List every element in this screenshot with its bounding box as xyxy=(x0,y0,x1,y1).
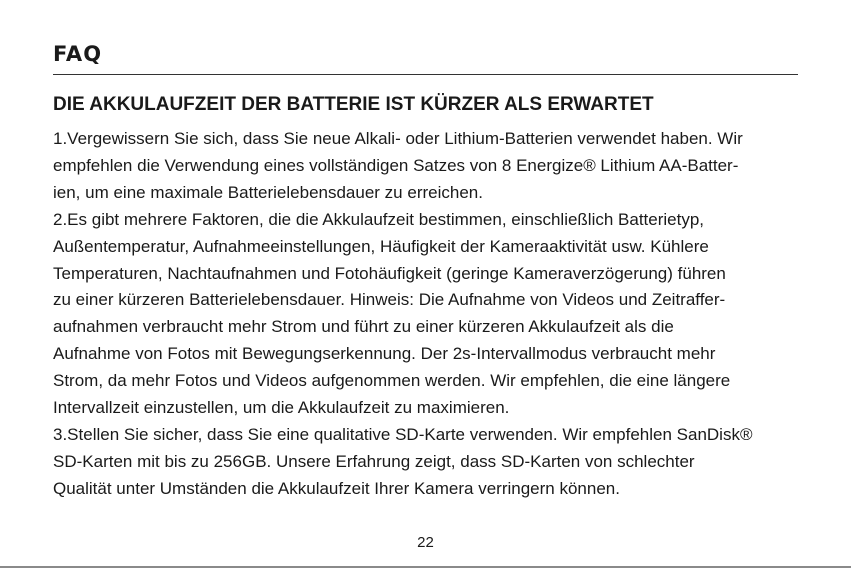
faq-answer-body xyxy=(53,126,813,503)
body-line: Außentemperatur, Aufnahmeeinstellungen, Häufigkeit der Kameraaktivität usw. Kühlere xyxy=(53,236,709,256)
body-line: Strom, da mehr Fotos und Videos aufgenommen werden. Wir empfehlen, die eine längere xyxy=(53,371,731,391)
faq-question-heading: DIE AKKULAUFZEIT DER BATTERIE IST KÜRZER ALS ERWARTET xyxy=(53,94,654,115)
body-line: 2.Es gibt mehrere Faktoren, die die Akkulaufzeit bestimmen, einschließlich Batterietyp, xyxy=(53,209,705,229)
body-line: ien, um eine maximale Batterielebensdauer zu erreichen. xyxy=(53,182,483,202)
body-line: empfehlen die Verwendung eines vollständigen Satzes von 8 Energize® Lithium AA-Batter- xyxy=(53,155,739,175)
body-line: Temperaturen, Nachtaufnahmen und Fotohäufigkeit (geringe Kameraverzögerung) führen xyxy=(53,263,726,283)
body-line: zu einer kürzeren Batterielebensdauer. Hinweis: Die Aufnahme von Videos und Zeitraffer- xyxy=(53,290,726,310)
body-line: Aufnahme von Fotos mit Bewegungserkennung. Der 2s-Intervallmodus verbraucht mehr xyxy=(53,344,716,364)
body-line: aufnahmen verbraucht mehr Strom und führt zu einer kürzeren Akkulaufzeit als die xyxy=(53,317,674,337)
body-line: Qualität unter Umständen die Akkulaufzeit Ihrer Kamera verringern können. xyxy=(53,478,620,498)
header-divider xyxy=(53,74,798,75)
section-label: FAQ xyxy=(53,42,103,66)
body-line: Intervallzeit einzustellen, um die Akkulaufzeit zu maximieren. xyxy=(53,398,510,418)
body-line: 3.Stellen Sie sicher, dass Sie eine qualitative SD-Karte verwenden. Wir empfehlen SanDisk® xyxy=(53,424,753,444)
page-number: 22 xyxy=(417,534,434,551)
body-line: SD-Karten mit bis zu 256GB. Unsere Erfahrung zeigt, dass SD-Karten von schlechter xyxy=(53,451,695,471)
body-line: 1.Vergewissern Sie sich, dass Sie neue Alkali- oder Lithium-Batterien verwendet haben. Wir xyxy=(53,129,743,148)
